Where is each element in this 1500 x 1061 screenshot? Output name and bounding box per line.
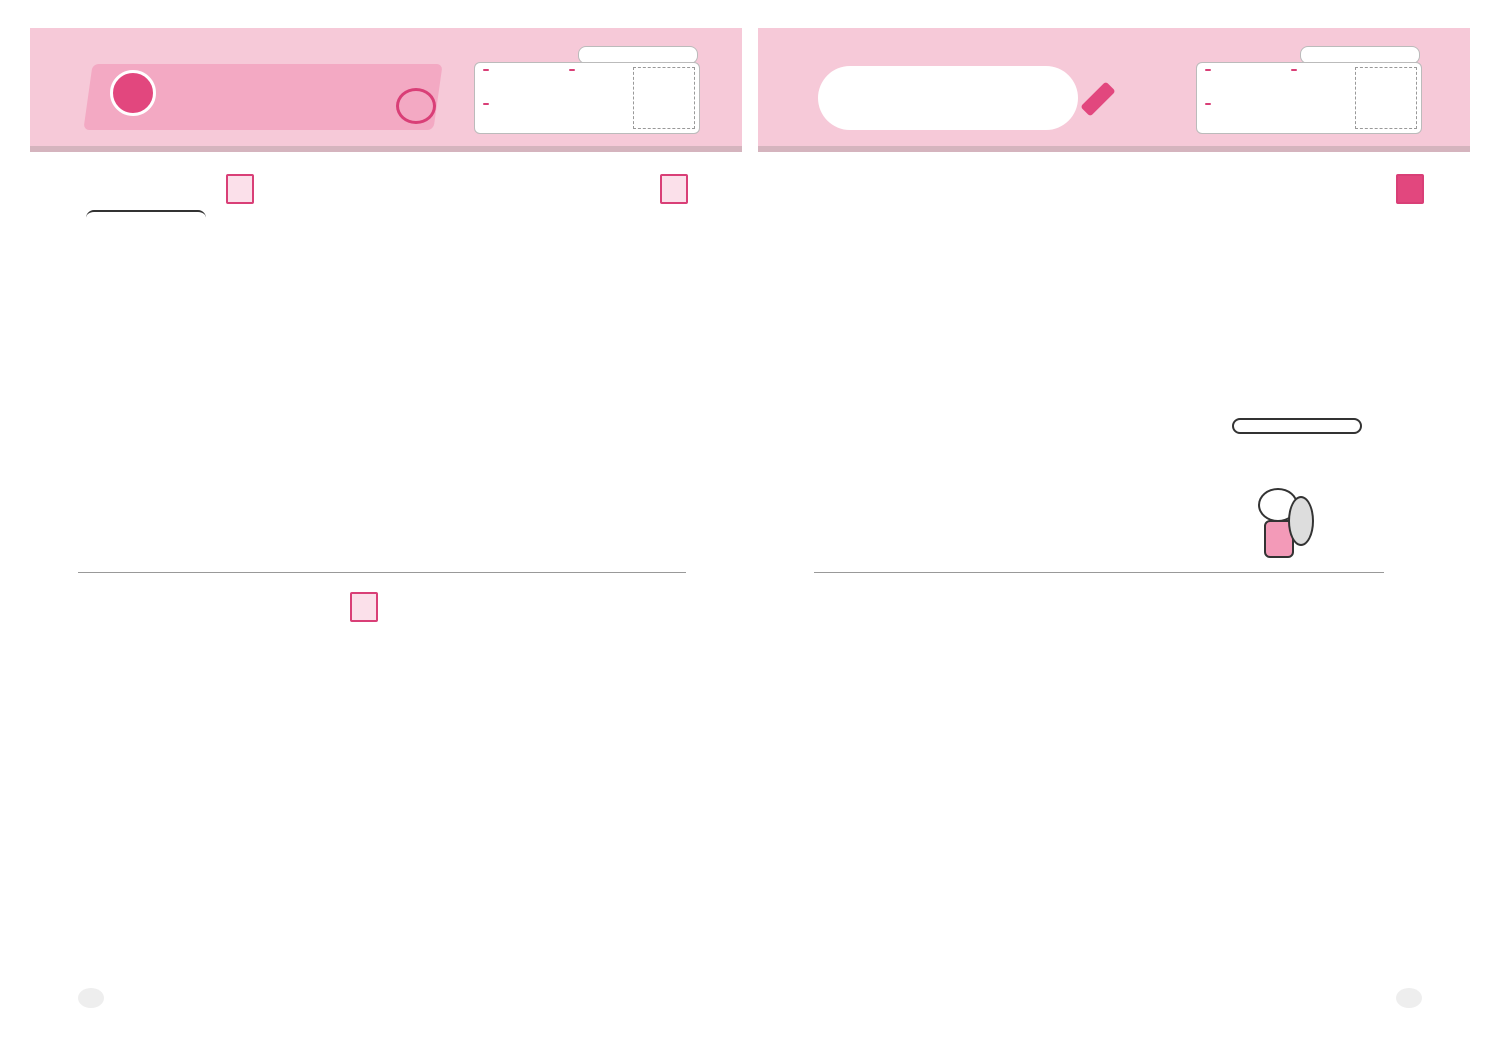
right-title-ribbon <box>818 66 1078 130</box>
right-divider <box>814 572 1384 573</box>
right-page-number <box>1396 988 1422 1008</box>
left-s3-number <box>350 592 378 622</box>
left-page-number <box>78 988 104 1008</box>
ribbon-badge-icon <box>110 70 156 116</box>
left-score-box <box>474 62 700 134</box>
speech-bubble <box>1232 418 1362 434</box>
right-seal-box <box>1355 67 1417 129</box>
speech-mascot-icon <box>396 88 436 124</box>
left-divider <box>78 572 686 573</box>
squirrel-mascot-icon <box>1254 488 1310 560</box>
left-s2-brace <box>86 210 206 220</box>
left-s1-number <box>660 174 688 204</box>
left-s2-number <box>226 174 254 204</box>
left-seal-box <box>633 67 695 129</box>
right-s1-number <box>1396 174 1424 204</box>
right-score-box <box>1196 62 1422 134</box>
